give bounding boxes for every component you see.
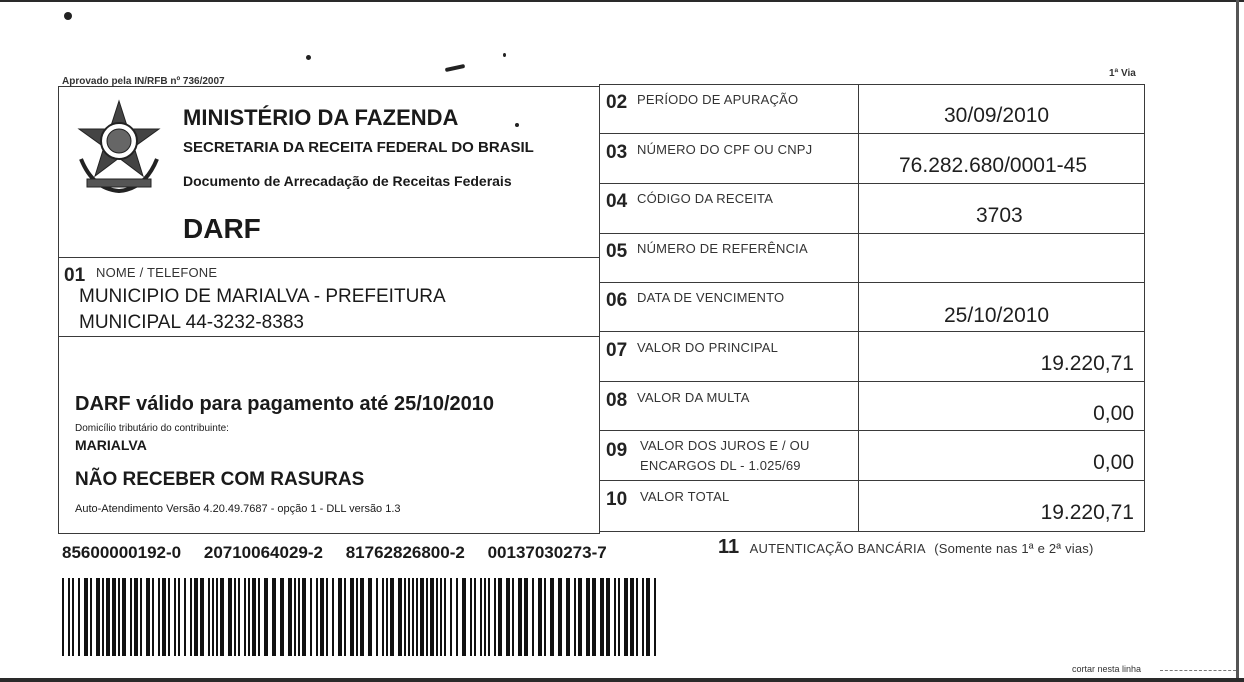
barcode-bar [646, 578, 650, 656]
row-divider [599, 282, 1145, 283]
barcode-bar [234, 578, 236, 656]
barcode-group-2: 20710064029-2 [203, 543, 323, 562]
scan-speck [503, 53, 506, 57]
period-value: 30/09/2010 [944, 104, 1050, 127]
barcode-bar [488, 578, 490, 656]
barcode-bar [416, 578, 418, 656]
barcode-bar [152, 578, 154, 656]
barcode-bar [624, 578, 628, 656]
approval-text: Aprovado pela IN/RFB nº 736/2007 [62, 76, 225, 87]
version-text: Auto-Atendimento Versão 4.20.49.7687 - opção 1 - DLL versão 1.3 [75, 503, 401, 515]
scan-edge-bottom [0, 678, 1244, 682]
field-label: DATA DE VENCIMENTO [637, 290, 785, 305]
barcode-bar [484, 578, 486, 656]
barcode-bar [68, 578, 70, 656]
field-number: 08 [606, 390, 628, 411]
barcode-bar [184, 578, 186, 656]
barcode-bar [220, 578, 224, 656]
domicile-label: Domicílio tributário do contribuinte: [75, 423, 229, 434]
barcode-bar [606, 578, 610, 656]
barcode-bar [112, 578, 116, 656]
barcode-bar [618, 578, 620, 656]
barcode-digit-line [62, 543, 607, 563]
barcode-bar [408, 578, 410, 656]
barcode-bar [480, 578, 482, 656]
row-divider [599, 381, 1145, 382]
total-value: 19.220,71 [1040, 501, 1134, 524]
barcode-bar [258, 578, 260, 656]
row-divider [599, 430, 1145, 431]
field-number: 03 [606, 142, 628, 163]
field-label: VALOR TOTAL [640, 489, 730, 504]
column-divider [858, 84, 859, 532]
barcode-bar [122, 578, 126, 656]
barcode-bar [264, 578, 268, 656]
via-label: 1ª Via [1109, 68, 1136, 79]
barcode-bar [398, 578, 402, 656]
field-label: VALOR DA MULTA [637, 390, 750, 405]
barcode-bar [456, 578, 458, 656]
fine-value: 0,00 [1093, 402, 1134, 425]
barcode-bar [252, 578, 256, 656]
barcode-bar [538, 578, 542, 656]
row-divider [599, 331, 1145, 332]
barcode-bar [294, 578, 296, 656]
barcode-bar [426, 578, 428, 656]
revenue-code-value: 3703 [976, 204, 1023, 227]
barcode-bar [558, 578, 562, 656]
barcode-bar [96, 578, 100, 656]
barcode-bar [350, 578, 354, 656]
barcode-bar [84, 578, 88, 656]
principal-value: 19.220,71 [1040, 352, 1134, 375]
barcode-bar [356, 578, 358, 656]
barcode-bar [498, 578, 502, 656]
field-label-line2: ENCARGOS DL - 1.025/69 [640, 458, 801, 473]
field-number: 09 [606, 440, 628, 461]
barcode-bar [494, 578, 496, 656]
brazil-coat-of-arms-icon [73, 99, 165, 197]
field-label: NÚMERO DE REFERÊNCIA [637, 241, 808, 256]
info-box [58, 336, 600, 534]
barcode-bar [444, 578, 446, 656]
no-erasure-warning: NÃO RECEBER COM RASURAS [75, 469, 365, 490]
barcode-bar [140, 578, 142, 656]
scan-speck [445, 64, 465, 72]
barcode-bar [412, 578, 414, 656]
barcode-bar [586, 578, 590, 656]
taxpayer-name-line1: MUNICIPIO DE MARIALVA - PREFEITURA [79, 286, 446, 307]
field-label: NÚMERO DO CPF OU CNPJ [637, 142, 813, 157]
barcode-bar [578, 578, 582, 656]
cut-line [1160, 670, 1236, 671]
barcode-bar [78, 578, 80, 656]
barcode-bar [390, 578, 394, 656]
domicile-value: MARIALVA [75, 437, 147, 453]
scan-edge-top [0, 0, 1244, 2]
due-date-value: 25/10/2010 [944, 304, 1050, 327]
barcode-bar [174, 578, 176, 656]
row-divider [599, 233, 1145, 234]
barcode-bar [212, 578, 214, 656]
barcode-bar [238, 578, 240, 656]
barcode-bar [404, 578, 406, 656]
barcode-group-1: 85600000192-0 [62, 543, 182, 562]
cut-label: cortar nesta linha [1072, 664, 1142, 674]
barcode-bar [462, 578, 466, 656]
field-label: NOME / TELEFONE [96, 265, 218, 280]
field-01-box [58, 257, 600, 337]
field-number: 10 [606, 489, 628, 510]
barcode-bar [636, 578, 638, 656]
taxpayer-name-line2: MUNICIPAL 44-3232-8383 [79, 312, 304, 333]
barcode-bar [614, 578, 616, 656]
barcode-bar [106, 578, 110, 656]
field-label: VALOR DO PRINCIPAL [637, 340, 779, 355]
barcode-bar [298, 578, 300, 656]
barcode-bar [386, 578, 388, 656]
field-number: 06 [606, 290, 628, 311]
barcode-bar [302, 578, 306, 656]
barcode-bar [630, 578, 634, 656]
barcode-bar [168, 578, 170, 656]
barcode-bar [228, 578, 232, 656]
barcode-bar [512, 578, 514, 656]
field-number: 05 [606, 241, 628, 262]
scan-speck [64, 12, 72, 20]
field-number: 02 [606, 92, 628, 113]
barcode-bar [544, 578, 546, 656]
barcode-bar [566, 578, 570, 656]
barcode-bar [320, 578, 324, 656]
barcode-bar [158, 578, 160, 656]
field-number: 01 [64, 265, 86, 286]
field-number: 07 [606, 340, 628, 361]
barcode-bar [436, 578, 438, 656]
barcode-bar [470, 578, 472, 656]
barcode-bar [280, 578, 284, 656]
barcode-bar [592, 578, 596, 656]
barcode-bar [326, 578, 328, 656]
barcode-bar [600, 578, 604, 656]
barcode-bar [344, 578, 346, 656]
barcode-bar [134, 578, 138, 656]
field-label: PERÍODO DE APURAÇÃO [637, 92, 799, 107]
barcode-bar [332, 578, 334, 656]
barcode-group-4: 00137030273-7 [487, 543, 607, 562]
barcode-bar [316, 578, 318, 656]
barcode-bar [420, 578, 424, 656]
barcode-bar [506, 578, 510, 656]
barcode-bar [194, 578, 198, 656]
barcode-bar [654, 578, 656, 656]
document-name: Documento de Arrecadação de Receitas Federais [183, 173, 512, 189]
barcode-bar [72, 578, 74, 656]
barcode [62, 578, 662, 656]
scan-speck [306, 55, 311, 60]
barcode-bar [642, 578, 644, 656]
barcode-bar [360, 578, 364, 656]
barcode-bar [272, 578, 276, 656]
barcode-bar [524, 578, 528, 656]
barcode-bar [430, 578, 434, 656]
barcode-bar [102, 578, 104, 656]
barcode-group-3: 81762826800-2 [345, 543, 465, 562]
barcode-bar [62, 578, 64, 656]
barcode-bar [244, 578, 246, 656]
field-number: 11 [718, 536, 740, 558]
barcode-bar [288, 578, 292, 656]
barcode-bar [382, 578, 384, 656]
barcode-bar [118, 578, 120, 656]
header-box [58, 86, 600, 258]
barcode-bar [338, 578, 342, 656]
barcode-bar [574, 578, 576, 656]
barcode-bar [130, 578, 132, 656]
barcode-bar [248, 578, 250, 656]
ministry-title: MINISTÉRIO DA FAZENDA [183, 105, 459, 130]
row-divider [599, 480, 1145, 481]
field-label: VALOR DOS JUROS E / OU [640, 438, 810, 453]
barcode-bar [376, 578, 378, 656]
barcode-bar [450, 578, 452, 656]
field-label: CÓDIGO DA RECEITA [637, 191, 774, 206]
barcode-bar [310, 578, 312, 656]
row-divider [599, 133, 1145, 134]
cnpj-value: 76.282.680/0001-45 [899, 154, 1088, 177]
barcode-bar [518, 578, 522, 656]
barcode-bar [190, 578, 192, 656]
barcode-bar [532, 578, 534, 656]
interest-value: 0,00 [1093, 451, 1134, 474]
barcode-bar [90, 578, 92, 656]
auth-note: (Somente nas 1ª e 2ª vias) [934, 541, 1094, 556]
field-label: AUTENTICAÇÃO BANCÁRIA [749, 541, 926, 556]
barcode-bar [208, 578, 210, 656]
barcode-bar [146, 578, 150, 656]
barcode-bar [216, 578, 218, 656]
barcode-bar [440, 578, 442, 656]
barcode-bar [162, 578, 166, 656]
validity-text: DARF válido para pagamento até 25/10/2010 [75, 393, 495, 415]
barcode-bar [550, 578, 554, 656]
row-divider [599, 183, 1145, 184]
barcode-bar [368, 578, 372, 656]
darf-title: DARF [183, 213, 261, 244]
field-11 [718, 536, 1094, 559]
field-number: 04 [606, 191, 628, 212]
barcode-bar [474, 578, 476, 656]
barcode-bar [200, 578, 204, 656]
scan-edge-right [1236, 0, 1239, 682]
barcode-bar [178, 578, 180, 656]
secretariat-title: SECRETARIA DA RECEITA FEDERAL DO BRASIL [183, 139, 534, 156]
